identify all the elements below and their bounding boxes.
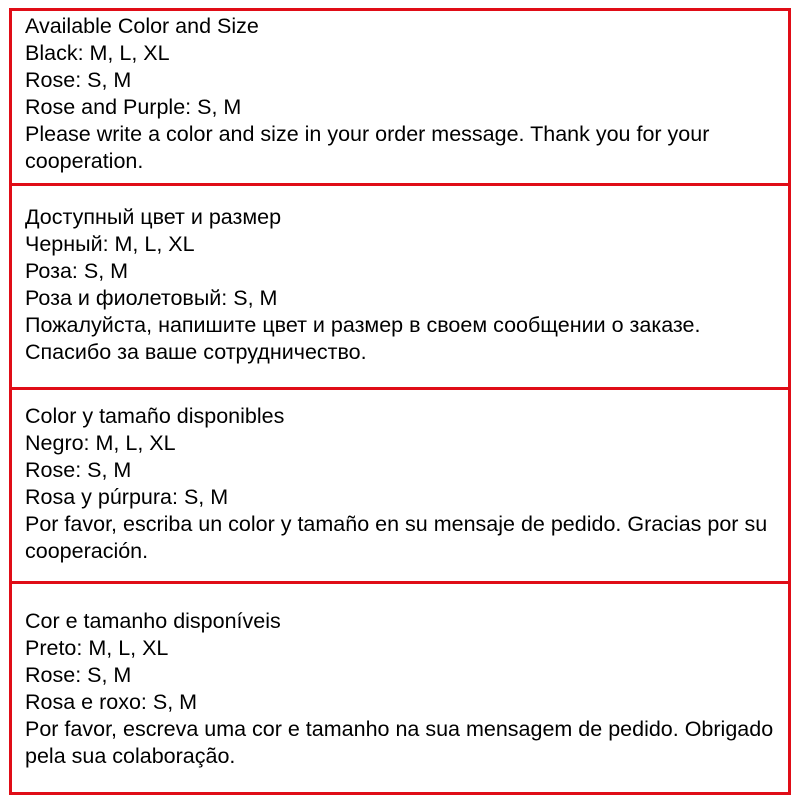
color-size-item: Rosa y púrpura: S, M: [25, 485, 229, 509]
color-size-item: Rose: S, M: [25, 458, 132, 482]
order-note: Пожалуйста, напишите цвет и размер в своем сообщении о заказе. Спасибо за ваше сотрудничество.: [25, 313, 701, 364]
color-size-item: Черный: M, L, XL: [25, 232, 195, 256]
section-heading: Cor e tamanho disponíveis: [25, 609, 281, 633]
color-size-item: Preto: M, L, XL: [25, 636, 169, 660]
color-size-item: Negro: M, L, XL: [25, 431, 176, 455]
section-english: [25, 13, 781, 175]
section-heading: Доступный цвет и размер: [25, 205, 282, 229]
order-note: Please write a color and size in your order message. Thank you for your cooperation.: [25, 122, 710, 173]
color-size-item: Rosa e roxo: S, M: [25, 690, 198, 714]
color-size-item: Rose: S, M: [25, 68, 132, 92]
section-russian: [25, 204, 781, 366]
section-spanish: [25, 403, 781, 565]
info-card-frame: [9, 8, 791, 795]
section-divider: [12, 581, 788, 584]
section-divider: [12, 183, 788, 186]
order-note: Por favor, escreva uma cor e tamanho na sua mensagem de pedido. Obrigado pela sua colaboração.: [25, 717, 774, 768]
color-size-item: Роза: S, M: [25, 259, 129, 283]
color-size-item: Роза и фиолетовый: S, M: [25, 286, 278, 310]
section-heading: Color y tamaño disponibles: [25, 404, 285, 428]
order-note: Por favor, escriba un color y tamaño en su mensaje de pedido. Gracias por su cooperación.: [25, 512, 768, 563]
section-heading: Available Color and Size: [25, 14, 259, 38]
color-size-item: Rose and Purple: S, M: [25, 95, 242, 119]
color-size-item: Rose: S, M: [25, 663, 132, 687]
section-divider: [12, 387, 788, 390]
section-portuguese: [25, 608, 781, 770]
color-size-item: Black: M, L, XL: [25, 41, 170, 65]
